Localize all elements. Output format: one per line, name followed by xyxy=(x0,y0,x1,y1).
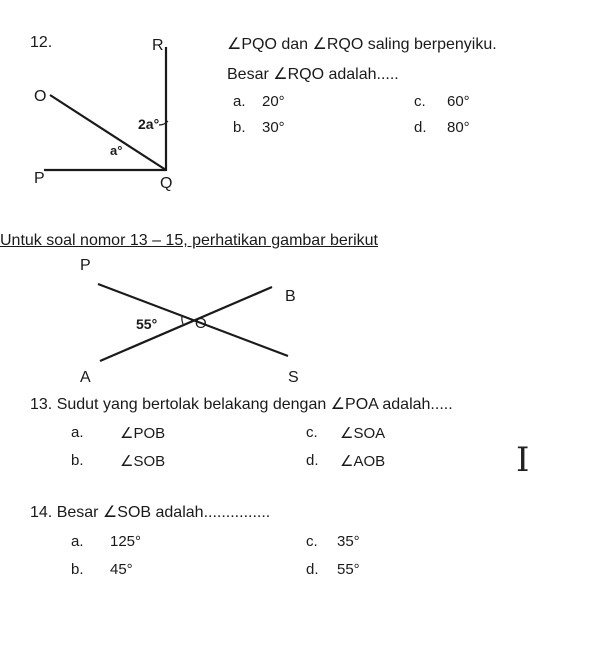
question-12-prompt: Besar ∠RQO adalah..... xyxy=(227,66,399,83)
q14-option-c-value: 35° xyxy=(337,533,360,550)
question-12-number: 12. xyxy=(30,34,53,51)
q13-option-a-letter: a. xyxy=(71,424,84,441)
label-o: O xyxy=(34,88,47,105)
q14-option-b-value: 45° xyxy=(110,561,133,578)
q13-option-a-value: ∠POB xyxy=(120,425,166,442)
line-ab xyxy=(100,287,272,361)
q13-option-c-letter: c. xyxy=(306,424,318,441)
q14-option-a-value: 125° xyxy=(110,533,142,550)
question-14-blank: ............... xyxy=(203,504,271,521)
question-14-prompt: 14. Besar ∠SOB adalah xyxy=(30,504,204,521)
q12-option-a-letter: a. xyxy=(233,93,246,110)
q13-option-b-letter: b. xyxy=(71,452,84,469)
question-13-text: 13. Sudut yang bertolak belakang dengan ∠POA adalah..... xyxy=(30,396,453,413)
label-p2: P xyxy=(80,257,91,274)
label-a: A xyxy=(80,369,91,385)
q14-option-c-letter: c. xyxy=(306,533,318,550)
text-cursor-icon: I xyxy=(516,440,530,480)
q14-option-a-letter: a. xyxy=(71,533,84,550)
q12-option-c-value: 60° xyxy=(447,93,470,110)
angle-label-55: 55° xyxy=(136,316,158,332)
q13-option-c-value: ∠SOA xyxy=(340,425,386,442)
label-p: P xyxy=(34,170,45,187)
q13-option-d-letter: d. xyxy=(306,452,319,469)
angle-label-a: a° xyxy=(110,143,123,158)
q13-option-b-value: ∠SOB xyxy=(120,453,166,470)
intersecting-lines-figure xyxy=(60,250,320,385)
q12-option-a-value: 20° xyxy=(262,93,285,110)
ray-qo xyxy=(50,95,166,170)
q12-option-c-letter: c. xyxy=(414,93,426,110)
label-s: S xyxy=(288,369,299,385)
q14-option-b-letter: b. xyxy=(71,561,84,578)
q12-option-b-value: 30° xyxy=(262,119,285,136)
q14-option-d-value: 55° xyxy=(337,561,360,578)
label-q: Q xyxy=(160,175,173,192)
question-12-statement: ∠PQO dan ∠RQO saling berpenyiku. xyxy=(227,36,497,53)
question-14-text xyxy=(30,502,270,522)
q14-option-d-letter: d. xyxy=(306,561,319,578)
section-heading: Untuk soal nomor 13 – 15, perhatikan gambar berikut xyxy=(0,232,378,249)
label-o2: O xyxy=(195,315,207,332)
q12-option-d-letter: d. xyxy=(414,119,427,136)
q13-option-d-value: ∠AOB xyxy=(340,453,386,470)
q12-option-d-value: 80° xyxy=(447,119,470,136)
angle-figure-pqr xyxy=(20,25,200,195)
q12-option-b-letter: b. xyxy=(233,119,246,136)
angle-label-2a: 2a° xyxy=(138,116,160,132)
label-b: B xyxy=(285,288,296,305)
label-r: R xyxy=(152,37,164,54)
